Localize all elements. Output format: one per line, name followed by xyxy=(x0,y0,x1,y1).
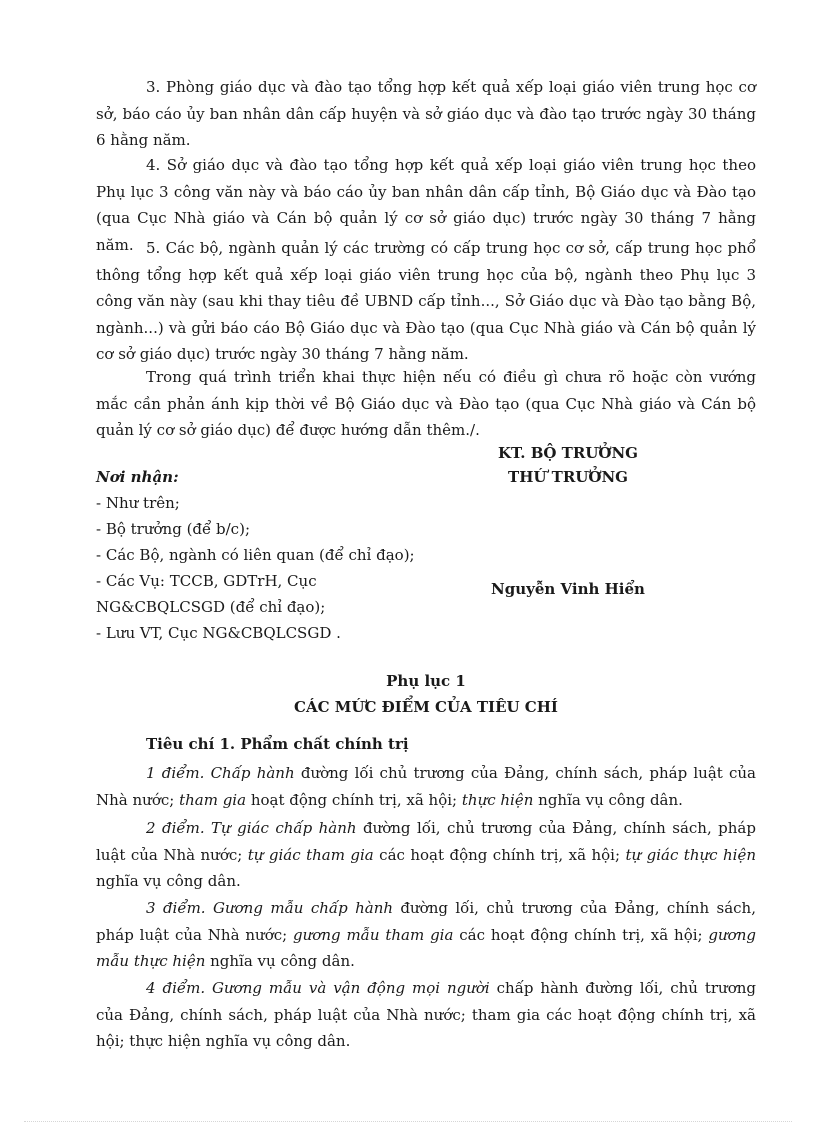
paragraph-3: 3. Phòng giáo dục và đào tạo tổng hợp kết quả xếp loại giáo viên trung học cơ sở, báo cáo ủy ban nhân dân cấp huyện và sở giáo dục và đào tạo trước ngày 30 tháng 6 hằng năm. xyxy=(96,78,756,149)
signer-title-line1: KT. BỘ TRƯỞNG xyxy=(498,444,638,462)
level-2-paragraph: 2 điểm. Tự giác chấp hành đường lối, chủ trương của Đảng, chính sách, pháp luật của Nhà nước; tự giác tham gia các hoạt động chính trị, xã hội; tự giác thực hiện nghĩa vụ công dân. xyxy=(96,819,756,890)
page-bottom-divider xyxy=(24,1121,792,1122)
level-1-paragraph: 1 điểm. Chấp hành đường lối chủ trương của Đảng, chính sách, pháp luật của Nhà nước; tham gia hoạt động chính trị, xã hội; thực hiện nghĩa vụ công dân. xyxy=(96,764,756,809)
level-score: 2 điểm. xyxy=(146,819,205,837)
level-score: 1 điểm. xyxy=(146,764,205,782)
recipient-item: - Như trên; xyxy=(96,494,180,512)
level-keyword: tham gia xyxy=(179,790,247,809)
recipient-item: - Lưu VT, Cục NG&CBQLCSGD . xyxy=(96,624,341,642)
level-score: 4 điểm. xyxy=(146,979,206,997)
recipients-heading: Nơi nhận: xyxy=(96,468,179,486)
recipient-item: - Bộ trưởng (để b/c); xyxy=(96,520,250,538)
level-keyword: Tự giác chấp hành xyxy=(211,819,357,837)
recipients-block xyxy=(96,464,416,646)
level-keyword: thực hiện xyxy=(461,790,534,809)
closing-paragraph: Trong quá trình triển khai thực hiện nếu có điều gì chưa rõ hoặc còn vướng mắc cần phản ánh kịp thời về Bộ Giáo dục và Đào tạo (qua Cục Nhà giáo và Cán bộ quản lý cơ sở giáo dục) để được hướng dẫn thêm./. xyxy=(96,368,756,439)
criterion-title: Tiêu chí 1. Phẩm chất chính trị xyxy=(146,735,409,753)
appendix-title: CÁC MỨC ĐIỂM CỦA TIÊU CHÍ xyxy=(294,698,558,716)
recipient-item: - Các Vụ: TCCB, GDTrH, Cục xyxy=(96,572,317,590)
level-keyword: Gương mẫu và vận động mọi người xyxy=(212,979,490,997)
level-keyword: Gương mẫu chấp hành xyxy=(213,899,394,917)
level-3-paragraph: 3 điểm. Gương mẫu chấp hành đường lối, chủ trương của Đảng, chính sách, pháp luật của Nhà nước; gương mẫu tham gia các hoạt động chính trị, xã hội; gương mẫu thực hiện nghĩa vụ công dân. xyxy=(96,899,756,970)
level-4-paragraph: 4 điểm. Gương mẫu và vận động mọi người chấp hành đường lối, chủ trương của Đảng, chính sách, pháp luật của Nhà nước; tham gia các hoạt động chính trị, xã hội; thực hiện nghĩa vụ công dân. xyxy=(96,979,756,1050)
level-keyword: gương mẫu thực hiện xyxy=(96,925,756,970)
recipient-item: - Các Bộ, ngành có liên quan (để chỉ đạo); xyxy=(96,546,415,564)
level-keyword: tự giác tham gia xyxy=(247,845,374,864)
paragraph-4: 4. Sở giáo dục và đào tạo tổng hợp kết quả xếp loại giáo viên trung học theo Phụ lục 3 công văn này và báo cáo ủy ban nhân dân cấp tỉnh, Bộ Giáo dục và Đào tạo (qua Cục Nhà giáo và Cán bộ quản lý cơ sở giáo dục) trước ngày 30 tháng 7 hằng năm. xyxy=(96,156,756,254)
paragraph-5: 5. Các bộ, ngành quản lý các trường có cấp trung học cơ sở, cấp trung học phổ thông tổng hợp kết quả xếp loại giáo viên trung học của bộ, ngành theo Phụ lục 3 công văn này (sau khi thay tiêu đề UBND cấp tỉnh..., Sở Giáo dục và Đào tạo bằng Bộ, ngành...) và gửi báo cáo Bộ Giáo dục và Đào tạo (qua Cục Nhà giáo và Cán bộ quản lý cơ sở giáo dục) trước ngày 30 tháng 7 hằng năm. xyxy=(96,239,756,363)
level-keyword: Chấp hành xyxy=(210,764,295,782)
level-score: 3 điểm. xyxy=(146,899,206,917)
signer-name: Nguyễn Vinh Hiển xyxy=(491,580,645,598)
level-keyword: gương mẫu tham gia xyxy=(293,925,454,944)
level-keyword: tự giác thực hiện xyxy=(625,845,756,864)
recipient-item: NG&CBQLCSGD (để chỉ đạo); xyxy=(96,598,326,616)
signer-title-line2: THỨ TRƯỞNG xyxy=(508,468,628,486)
appendix-label: Phụ lục 1 xyxy=(386,672,466,690)
